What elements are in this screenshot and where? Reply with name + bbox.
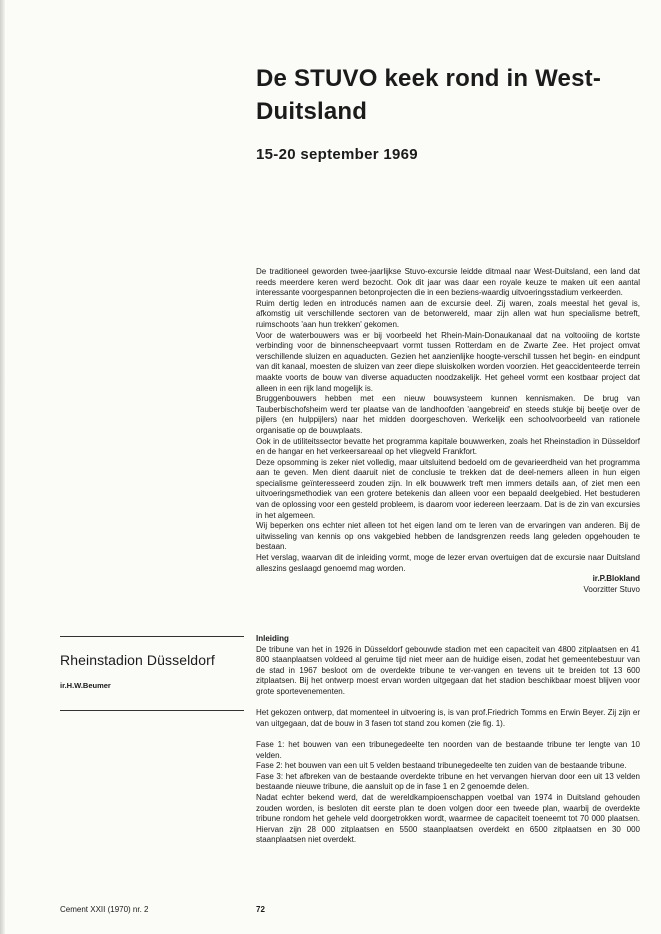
body-paragraph: De tribune van het in 1926 in Düsseldorf gebouwde stadion met een capaciteit van 4800 zitplaatsen en 41 800 staanplaatsen voldeed al geruime tijd niet meer aan de huidige eisen, zodat het gemeentebestuur van de stad in 1967 besloot om de overdekte tribune te ver-vangen en tevens uit te breiden tot 13 600 zitplaatsen. Bij het ontwerp moest ervan worden uitgegaan dat het stadion beschikbaar moest blijven voor grote sportevenementen. (256, 644, 640, 696)
intro-paragraph: Wij beperken ons echter niet alleen tot het eigen land om te leren van de ervaringen van anderen. Bij de uitwisseling van kennis op ons vakgebied hebben de landsgrenzen reeds lang geleden opgehouden te bestaan. (256, 521, 640, 552)
phase-paragraph: Fase 1: het bouwen van een tribunegedeelte ten noorden van de bestaande tribune ter lengte van 10 velden. (256, 739, 640, 760)
intro-section (256, 267, 640, 595)
intro-paragraph: Ruim dertig leden en introducés namen aan de excursie deel. Zij waren, zoals meestal het geval is, afkomstig uit verschillende sectoren van de betonwereld, maar zijn allen wat hun specialisme betreft, ruimschoots 'aan hun trekken' gekomen. (256, 298, 640, 329)
divider-bottom (60, 710, 244, 711)
divider-top (60, 636, 244, 637)
page-number: 72 (256, 905, 265, 914)
signature-role: Voorzitter Stuvo (583, 584, 640, 594)
signature-name: ir.P.Blokland (592, 574, 640, 584)
section-heading: Inleiding (256, 634, 289, 643)
body-paragraph: Nadat echter bekend werd, dat de wereldkampioenschappen voetbal van 1974 in Duitsland gehouden zouden worden, is besloten dit eerste plan te doen volgen door een tweede plan, waarbij de overdekte tribune rondom het gehele veld doorgetrokken wordt, waarmee de capaciteit toeneemt tot 70 000 plaatsen. Hiervan zijn 28 000 zitplaatsen en 5500 staanplaatsen overdekt en 6500 zitplaatsen en 30 000 staanplaatsen niet overdekt. (256, 792, 640, 845)
article-title: Rheinstadion Düsseldorf (60, 652, 215, 668)
phase-paragraph: Fase 3: het afbreken van de bestaande overdekte tribune en het vervangen hiervan door een uit 13 velden bestaande nieuwe tribune, die aansluit op de in fase 1 en 2 genoemde delen. (256, 771, 640, 792)
event-date: 15-20 september 1969 (256, 146, 418, 163)
intro-paragraph: Voor de waterbouwers was er bij voorbeeld het Rhein-Main-Donaukanaal dat na voltooiing de kortste verbinding voor de binnenscheepvaart vormt tussen Rotterdam en de Zwarte Zee. Het project omvat verschillende sluizen en aquaducten. Gezien het aanzienlijke hoogte-verschil tussen het begin- en eindpunt van dit kanaal, moesten de sluizen van zeer diepe sluiskolken worden voorzien. Het geaccidenteerde terrein maakte voorts de bouw van diverse aquaducten noodzakelijk. Het geheel vormt een kostbaar project dat alleen in een rijk land mogelijk is. (256, 330, 640, 393)
body-paragraph: Het gekozen ontwerp, dat momenteel in uitvoering is, is van prof.Friedrich Tomms en Erwin Beyer. Zij zijn er van uitgegaan, dat de bouw in 3 fasen tot stand zou komen (zie fig. 1). (256, 708, 640, 728)
page-edge-shadow (0, 0, 5, 934)
article-author: ir.H.W.Beumer (60, 681, 111, 690)
intro-paragraph: Bruggenbouwers hebben met een nieuw bouwsysteem kunnen kennismaken. De brug van Tauberbischofsheim werd ter plaatse van de landhoofden 'aangebreid' en steeds stukje bij beetje over de pijlers (en hulppijlers) naar het midden doorgeschoven. Werkelijk een schoolvoorbeeld van rationele organisatie op de bouwplaats. (256, 394, 640, 435)
intro-paragraph: Ook in de utiliteitssector bevatte het programma kapitale bouwwerken, zoals het Rheinstadion in Düsseldorf en de hangar en het verkeersareaal op het vliegveld Frankfort. (256, 436, 640, 457)
page-title: De STUVO keek rond in West-Duitsland (256, 65, 602, 125)
intro-paragraph: Het verslag, waarvan dit de inleiding vormt, moge de lezer ervan overtuigen dat de excursie naar Duitsland alleszins geslaagd genoemd mag worden. (256, 553, 640, 573)
phase-paragraph: Fase 2: het bouwen van een uit 5 velden bestaand tribunegedeelte ten zuiden van de bestaande tribune. (256, 761, 627, 771)
article-body (256, 634, 640, 846)
intro-paragraph: De traditioneel geworden twee-jaarlijkse Stuvo-excursie leidde ditmaal naar West-Duitsland, een land dat reeds meerdere keren werd bezocht. Ook dit jaar was daar een royale keuze te maken uit een aantal interessante voorgespannen betonprojecten die in een beziens-waardig uitvoeringsstadium verkeerden. (256, 267, 640, 298)
intro-paragraph: Deze opsomming is zeker niet volledig, maar uitsluitend bedoeld om de gevarieerdheid van het programma aan te geven. Men dient daaruit niet de conclusie te trekken dat de deel-nemers alleen in hun eigen specialisme geïnteresseerd zouden zijn. In elk bouwwerk treft men immers details aan, of ziet men een uitvoeringsmethodiek van een grotere betekenis dan alleen voor een bepaald deelgebied. Het bestuderen van de oplossing voor een gesteld probleem, is daarom voor iedereen leerzaam. Dat is de zin van excursies in het algemeen. (256, 457, 640, 520)
journal-reference: Cement XXII (1970) nr. 2 (60, 905, 149, 914)
